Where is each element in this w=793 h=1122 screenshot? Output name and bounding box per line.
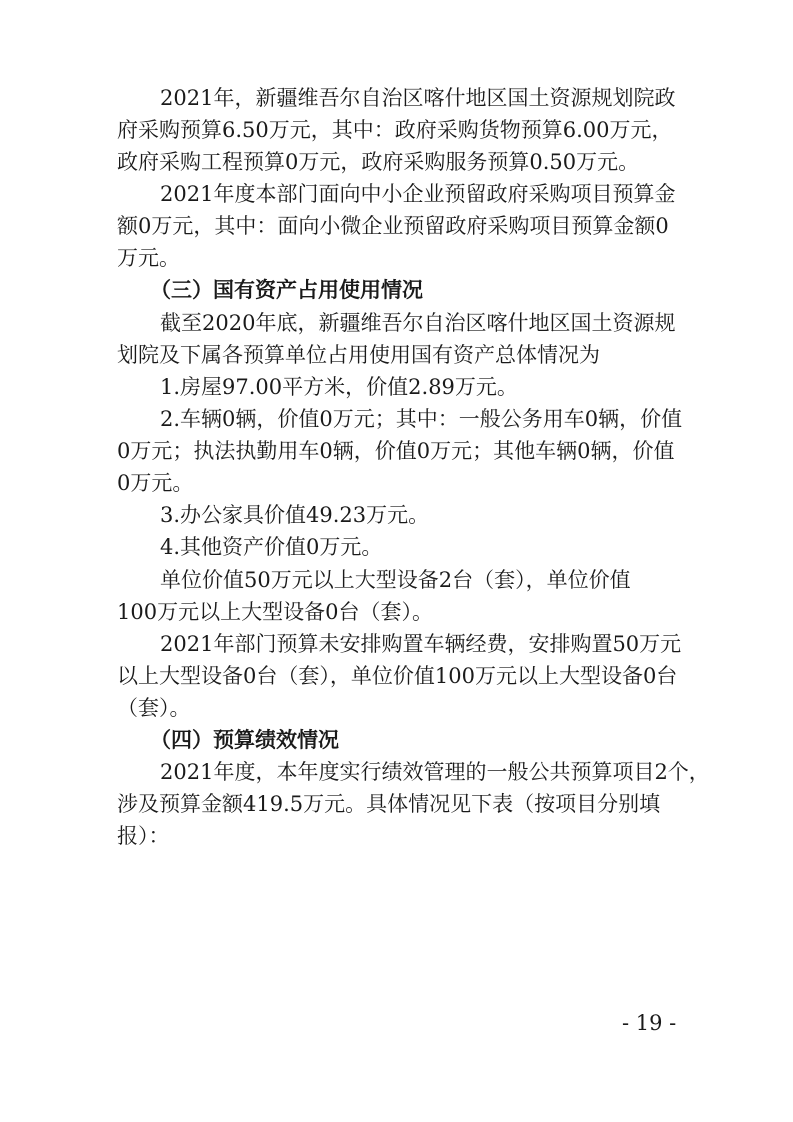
paragraph-line: 2021年度，本年度实行绩效管理的一般公共预算项目2个，: [160, 760, 710, 784]
section-heading: （三）国有资产占用使用情况: [150, 277, 423, 302]
paragraph-line: 划院及下属各预算单位占用使用国有资产总体情况为: [117, 343, 600, 367]
paragraph-line: 2021年部门预算未安排购置车辆经费，安排购置50万元: [160, 632, 682, 656]
paragraph-line: 0万元；执法执勤用车0辆，价值0万元；其他车辆0辆，价值: [117, 439, 675, 463]
paragraph-line: 2021年，新疆维吾尔自治区喀什地区国土资源规划院政: [160, 86, 676, 110]
paragraph-line: 以上大型设备0台（套），单位价值100万元以上大型设备0台: [117, 664, 678, 688]
list-item: 2.车辆0辆，价值0万元；其中：一般公务用车0辆，价值: [160, 407, 683, 431]
paragraph-line: 额0万元，其中：面向小微企业预留政府采购项目预算金额0: [117, 214, 669, 238]
list-item: 4.其他资产价值0万元。: [160, 535, 383, 559]
list-item: 3.办公家具价值49.23万元。: [160, 503, 430, 527]
paragraph-line: 政府采购工程预算0万元，政府采购服务预算0.50万元。: [117, 150, 640, 174]
section-heading: （四）预算绩效情况: [150, 727, 339, 752]
paragraph-line: 报）：: [117, 824, 170, 848]
paragraph-line: 截至2020年底，新疆维吾尔自治区喀什地区国土资源规: [160, 311, 676, 335]
page-number: - 19 -: [622, 1011, 677, 1035]
paragraph-line: （套）。: [117, 696, 191, 720]
paragraph-line: 万元。: [117, 246, 180, 270]
paragraph-line: 府采购预算6.50万元，其中：政府采购货物预算6.00万元，: [117, 118, 673, 142]
list-item: 1.房屋97.00平方米，价值2.89万元。: [160, 375, 518, 399]
paragraph-line: 0万元。: [117, 471, 194, 495]
paragraph-line: 涉及预算金额419.5万元。具体情况见下表（按项目分别填: [117, 792, 661, 816]
paragraph-line: 2021年度本部门面向中小企业预留政府采购项目预算金: [160, 182, 676, 206]
paragraph-line: 100万元以上大型设备0台（套）。: [117, 600, 433, 624]
paragraph-line: 单位价值50万元以上大型设备2台（套），单位价值: [160, 568, 631, 592]
